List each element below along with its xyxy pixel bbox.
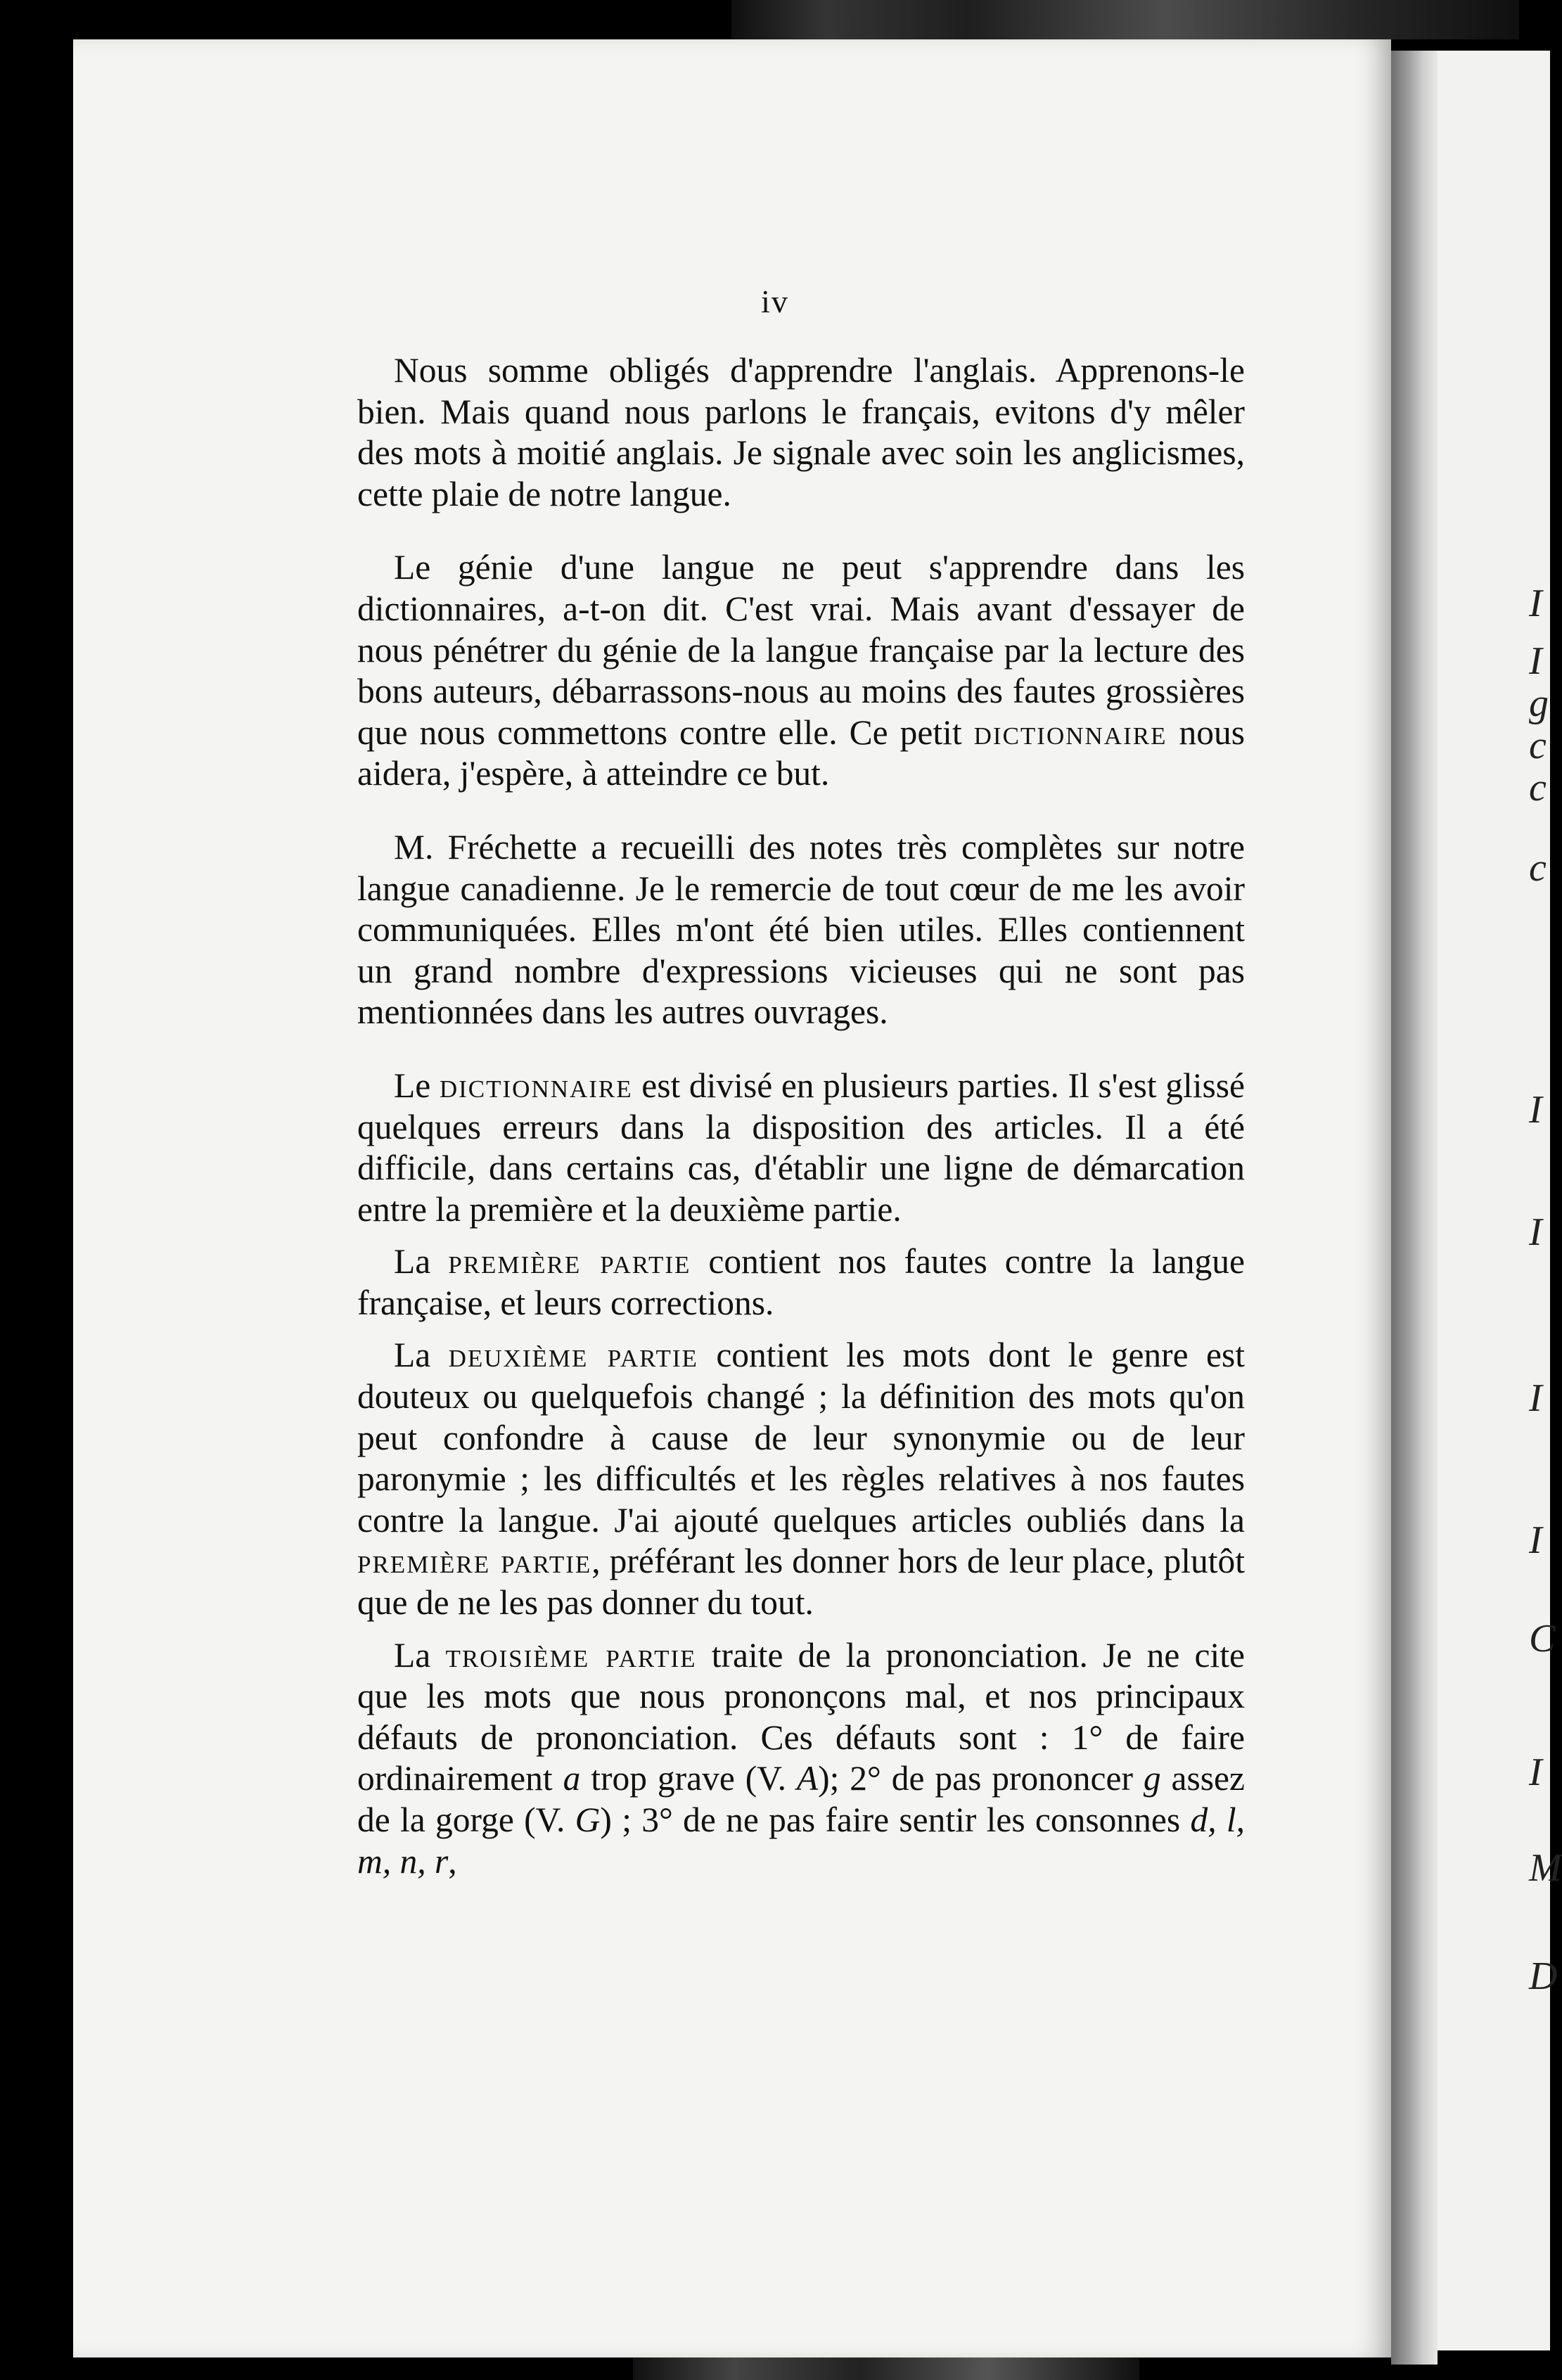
paragraph [357,1635,1245,1883]
next-page-glyph: g [1529,682,1549,725]
paragraph [357,350,1245,515]
text-run: La [394,1635,446,1675]
text-run: est divisé en plusieurs parties. Il s'est glissé quelques erreurs dans la disposition des articles. Il a été difficile, dans certains cas, d'établir une ligne de démarcation entre la première et la deuxième partie. [357,1066,1245,1229]
paragraph [357,1335,1245,1623]
next-page-glyph: D [1529,1954,1558,1998]
text-run: ) ; 3° de ne pas faire sentir les consonnes [600,1800,1191,1839]
italic-term: A [796,1759,819,1798]
text-run: traite de la prononciation. Je ne cite que les mots que nous prononçons mal, et nos principaux défauts de prononciation. Ces défauts sont : 1° de faire ordinairement [357,1635,1245,1798]
small-caps-term: deuxième partie [448,1336,698,1375]
text-run: ); 2° de pas prononcer [818,1759,1144,1798]
italic-term: G [575,1800,601,1839]
next-page-glyph: c [1529,766,1547,810]
next-page-glyph: I [1529,639,1542,683]
next-page-glyph: c [1529,724,1547,767]
small-caps-term: première partie [448,1242,691,1281]
small-caps-term: dictionnaire [973,712,1167,752]
next-page-glyph: I [1529,1376,1542,1420]
text-run: La [394,1336,449,1375]
paragraph [357,1066,1245,1230]
text-run: M. Fréchette a recueilli des notes très complètes sur notre langue canadienne. Je le remercie de tout cœur de me les avoir communiquées. Elles m'ont été bien utiles. Elles contiennent un grand nombre d'expressions vicieuses qui ne sont pas mentionnées dans les autres ouvrages. [357,827,1245,1032]
text-run: Le [394,1066,440,1105]
next-page-glyph: c [1529,846,1547,890]
text-run: La [394,1242,449,1281]
small-caps-term: première partie [357,1542,592,1581]
paragraph [357,1241,1245,1324]
page-number: iv [761,283,789,319]
next-page-glyph: C [1529,1617,1556,1661]
text-run: nous aidera, j'espère, à atteindre ce but. [357,712,1245,793]
italic-term: a [563,1759,581,1798]
paragraph [357,547,1245,795]
text-run: contient nos fautes contre la langue française, et leurs corrections. [357,1242,1245,1322]
book-binding-shadow [1391,51,1438,2365]
scan-edge-top [731,0,1519,39]
next-page-glyph: M [1529,1846,1562,1890]
text-run: , préférant les donner hors de leur place, plutôt que de ne les pas donner du tout. [357,1542,1245,1623]
text-run: , [448,1841,457,1881]
text-run: Nous somme obligés d'apprendre l'anglais. Apprenons-le bien. Mais quand nous parlons le français, evitons d'y mêler des mots à moitié anglais. Je signale avec soin les anglicismes, cette plaie de notre langue. [357,351,1245,513]
next-page-glyph: I [1529,1088,1542,1132]
body-text [357,350,1245,1882]
italic-term: g [1143,1759,1161,1798]
next-page-glyph: I [1529,582,1542,625]
small-caps-term: troisième partie [445,1635,697,1675]
text-run: trop grave (V. [580,1759,797,1798]
text-run: Le génie d'une langue ne peut s'apprendre dans les dictionnaires, a-t-on dit. C'est vrai. Mais avant d'essayer de nous pénétrer du génie de la langue française par la lecture des bons auteurs, débarrassons-nous au moins des fautes grossières que nous commettons contre elle. Ce petit [357,548,1245,752]
next-page-glyph: I [1529,1518,1542,1562]
text-run: assez de la gorge (V. [357,1759,1245,1839]
text-run: contient les mots dont le genre est douteux ou quelquefois changé ; la définition des mots qu'on peut confondre à cause de leur synonymie ou de leur paronymie ; les difficultés et les règles relatives à nos fautes contre la langue. J'ai ajouté quelques articles oubliés dans la [357,1336,1246,1540]
paragraph [357,827,1245,1033]
italic-term: d, l, m, n, r [357,1800,1245,1881]
next-page-glyph: I [1529,1751,1542,1794]
next-page-glyph: I [1529,1210,1542,1254]
next-page-edge [1438,51,1562,2350]
small-caps-term: dictionnaire [439,1066,633,1105]
